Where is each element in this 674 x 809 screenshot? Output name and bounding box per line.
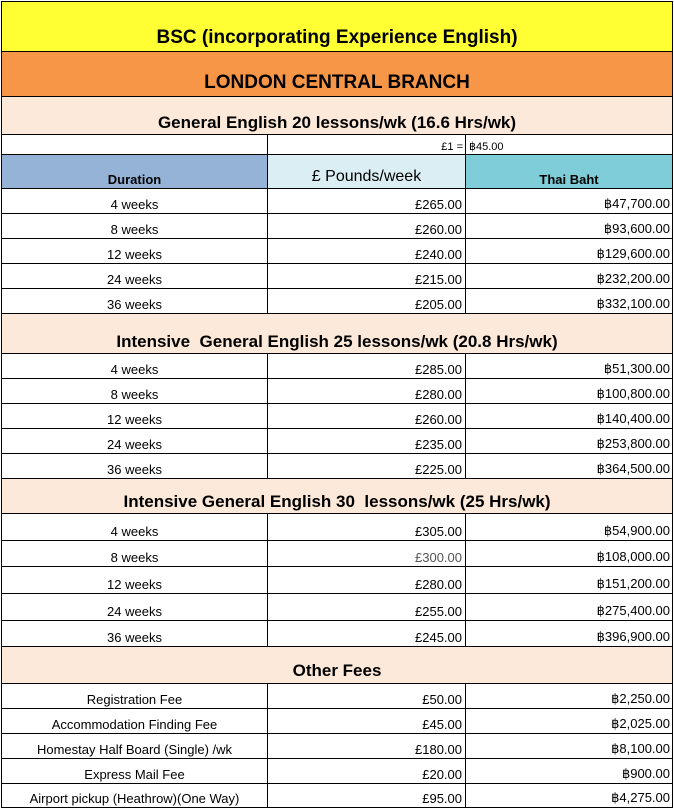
duration-cell: 24 weeks — [2, 429, 268, 453]
pounds-cell: £255.00 — [268, 594, 466, 620]
baht-cell: ฿2,250.00 — [611, 691, 670, 706]
table-row — [1, 567, 673, 594]
column-header-row — [1, 155, 673, 189]
baht-cell: ฿332,100.00 — [596, 296, 670, 311]
table-row — [1, 734, 673, 759]
section-heading — [1, 647, 673, 684]
table-row — [1, 404, 673, 429]
duration-cell: 8 weeks — [2, 541, 268, 566]
table-row — [1, 621, 673, 647]
fee-label-cell: Registration Fee — [2, 684, 268, 708]
table-row — [1, 514, 673, 541]
baht-cell: ฿232,200.00 — [596, 271, 670, 286]
table-row — [1, 189, 673, 214]
baht-cell: ฿47,700.00 — [603, 196, 670, 211]
duration-cell: 4 weeks — [2, 354, 268, 378]
duration-cell: 36 weeks — [2, 621, 268, 646]
duration-cell: 12 weeks — [2, 567, 268, 593]
section-heading — [1, 479, 673, 514]
baht-cell: ฿51,300.00 — [603, 361, 670, 376]
baht-cell: ฿396,900.00 — [596, 629, 670, 644]
duration-cell: 24 weeks — [2, 594, 268, 620]
branch-banner — [1, 52, 673, 97]
fee-label-cell: Airport pickup (Heathrow)(One Way) — [2, 784, 268, 807]
duration-cell: 36 weeks — [2, 289, 268, 313]
baht-cell: ฿100,800.00 — [596, 386, 670, 401]
table-row — [1, 214, 673, 239]
title-banner — [1, 1, 673, 52]
pounds-cell: £45.00 — [268, 709, 466, 733]
baht-cell: ฿108,000.00 — [596, 549, 670, 564]
table-row — [1, 541, 673, 567]
section-heading — [1, 314, 673, 354]
pounds-cell: £280.00 — [268, 379, 466, 403]
pounds-cell: £260.00 — [268, 214, 466, 238]
section-title: General English 20 lessons/wk (16.6 Hrs/wk) — [157, 113, 517, 132]
pounds-cell: £280.00 — [268, 567, 466, 593]
pounds-cell: £305.00 — [268, 514, 466, 540]
pounds-cell: £20.00 — [268, 759, 466, 783]
duration-cell: 4 weeks — [2, 189, 268, 213]
fee-label-cell: Homestay Half Board (Single) /wk — [2, 734, 268, 758]
exchange-value: ฿45.00 — [469, 141, 504, 153]
baht-cell: ฿8,100.00 — [611, 741, 670, 756]
table-row — [1, 239, 673, 264]
exchange-label-cell — [268, 135, 466, 154]
duration-cell: 12 weeks — [2, 239, 268, 263]
table-row — [1, 354, 673, 379]
section-title: Intensive General English 30 lessons/wk (25 Hrs/wk) — [123, 492, 551, 511]
pounds-cell: £215.00 — [268, 264, 466, 288]
branch-text: LONDON CENTRAL BRANCH — [204, 72, 470, 93]
baht-cell: ฿129,600.00 — [596, 246, 670, 261]
baht-header: Thai Baht — [466, 155, 672, 188]
duration-cell: 36 weeks — [2, 454, 268, 478]
duration-cell: 8 weeks — [2, 214, 268, 238]
baht-cell: ฿93,600.00 — [603, 221, 670, 236]
duration-cell: 24 weeks — [2, 264, 268, 288]
pounds-cell: £235.00 — [268, 429, 466, 453]
exchange-label: £1 = — [441, 141, 463, 153]
pounds-cell: £300.00 — [268, 541, 466, 566]
table-row — [1, 264, 673, 289]
table-row — [1, 784, 673, 808]
table-row — [1, 379, 673, 404]
price-sheet — [1, 1, 673, 808]
duration-cell: 4 weeks — [2, 514, 268, 540]
table-row — [1, 594, 673, 621]
baht-cell: ฿253,800.00 — [596, 436, 670, 451]
section-title: Other Fees — [292, 661, 382, 680]
baht-cell: ฿4,275.00 — [611, 790, 670, 805]
baht-cell: ฿900.00 — [621, 766, 670, 781]
pounds-cell: £205.00 — [268, 289, 466, 313]
pounds-header: £ Pounds/week — [268, 155, 466, 188]
table-row — [1, 759, 673, 784]
pounds-cell: £265.00 — [268, 189, 466, 213]
baht-cell: ฿151,200.00 — [596, 576, 670, 591]
pounds-cell: £180.00 — [268, 734, 466, 758]
baht-cell: ฿275,400.00 — [596, 603, 670, 618]
duration-cell: 12 weeks — [2, 404, 268, 428]
exchange-spacer-cell — [2, 135, 268, 154]
duration-header: Duration — [2, 155, 268, 188]
baht-cell: ฿364,500.00 — [596, 461, 670, 476]
table-row — [1, 429, 673, 454]
baht-cell: ฿140,400.00 — [596, 411, 670, 426]
pounds-cell: £50.00 — [268, 684, 466, 708]
pounds-cell: £240.00 — [268, 239, 466, 263]
baht-cell: ฿54,900.00 — [603, 523, 670, 538]
pounds-cell: £245.00 — [268, 621, 466, 646]
section-title: Intensive General English 25 lessons/wk (20.8 Hrs/wk) — [116, 332, 558, 351]
exchange-rate-row — [1, 135, 673, 155]
section-heading — [1, 97, 673, 135]
pounds-cell: £225.00 — [268, 454, 466, 478]
fee-label-cell: Accommodation Finding Fee — [2, 709, 268, 733]
table-row — [1, 454, 673, 479]
table-row — [1, 684, 673, 709]
duration-cell: 8 weeks — [2, 379, 268, 403]
pounds-cell: £260.00 — [268, 404, 466, 428]
fee-label-cell: Express Mail Fee — [2, 759, 268, 783]
pounds-cell: £95.00 — [268, 784, 466, 807]
exchange-value-cell — [466, 135, 672, 154]
title-text: BSC (incorporating Experience English) — [156, 27, 518, 48]
pounds-cell: £285.00 — [268, 354, 466, 378]
table-row — [1, 289, 673, 314]
table-row — [1, 709, 673, 734]
baht-cell: ฿2,025.00 — [611, 716, 670, 731]
